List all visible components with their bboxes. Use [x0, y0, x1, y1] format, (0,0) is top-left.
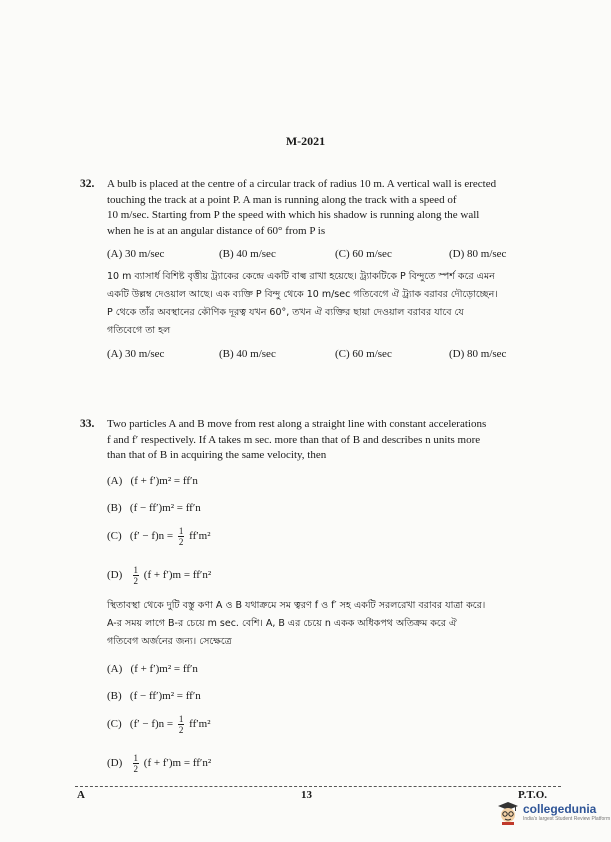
q33-bn-option-c[interactable]: [107, 714, 211, 735]
paper-code: M-2021: [285, 134, 326, 148]
q33-option-b-label: (B): [107, 502, 122, 514]
q33-line: f and f′ respectively. If A takes m sec. more than that of B and describes n units more: [107, 433, 481, 446]
fraction-half: [178, 526, 185, 547]
question-32-text-bn: [107, 268, 541, 340]
q33-bn-line: A-র সময় লাগে B-র চেয়ে m sec. বেশি। A, B এর চেয়ে n একক অধিকপথ অতিক্রম করে ঐ: [107, 618, 457, 629]
q33-option-c-right: ff′m²: [189, 530, 211, 543]
fraction-half: [178, 714, 185, 735]
q33-bn-option-c-label: (C): [107, 718, 122, 731]
q33-option-a-label: (A): [107, 475, 123, 487]
q32-option-b[interactable]: (B) 40 m/sec: [219, 248, 276, 260]
question-33-text-en: [107, 417, 541, 464]
q32-option-c[interactable]: (C) 60 m/sec: [335, 248, 392, 260]
q32-bn-line: P থেকে তাঁর অবস্থানের কৌণিক দূরত্ব যখন 60°, তখন ঐ ব্যক্তির ছায়া দেওয়াল বরাবর যাবে যে: [107, 307, 464, 318]
q33-option-a[interactable]: [107, 475, 198, 487]
q33-option-a-text: (f + f′)m² = ff′n: [130, 475, 198, 487]
q32-bn-line: গতিবেগে তা হল: [107, 325, 171, 336]
q32-line: when he is at an angular distance of 60° from P is: [107, 224, 326, 237]
page-number: 13: [301, 789, 312, 801]
q32-bn-option-d[interactable]: (D) 80 m/sec: [449, 348, 507, 360]
fraction-numerator: 1: [178, 526, 184, 536]
fraction-half: [133, 565, 140, 586]
q33-bn-option-d[interactable]: [107, 753, 211, 774]
q32-bn-option-c[interactable]: (C) 60 m/sec: [335, 348, 392, 360]
q33-bn-option-c-right: ff′m²: [189, 718, 211, 731]
q32-line: touching the track at a point P. A man is running along the track with a speed of: [107, 193, 457, 206]
q33-bn-option-b-text: (f − ff′)m² = ff′n: [129, 690, 201, 702]
question-32-number: 32.: [80, 178, 95, 190]
question-32-text-en: [107, 177, 541, 239]
q32-line: A bulb is placed at the centre of a circular track of radius 10 m. A vertical wall is erected: [107, 178, 497, 190]
q33-bn-option-c-left: (f′ − f)n =: [129, 718, 174, 731]
q33-option-c[interactable]: [107, 526, 211, 547]
q33-line: Two particles A and B move from rest along a straight line with constant accelerations: [107, 418, 487, 430]
fraction-denominator: 2: [133, 764, 139, 774]
q32-option-d[interactable]: (D) 80 m/sec: [449, 248, 507, 260]
q33-bn-option-b-label: (B): [107, 690, 122, 702]
fraction-denominator: 2: [178, 725, 184, 735]
question-33-number: 33.: [80, 418, 95, 430]
fraction-numerator: 1: [133, 565, 139, 575]
q32-line: 10 m/sec. Starting from P the speed with which his shadow is running along the wall: [107, 209, 480, 221]
q33-bn-option-a-text: (f + f′)m² = ff′n: [130, 663, 198, 675]
fraction-numerator: 1: [133, 753, 139, 763]
question-32-options-bn: [107, 348, 506, 360]
please-turn-over: P.T.O.: [518, 789, 548, 801]
fraction-denominator: 2: [133, 576, 139, 586]
fraction-numerator: 1: [178, 714, 184, 724]
q33-bn-line: স্থিতাবস্থা থেকে দুটি বস্তু কণা A ও B যথাক্রমে সম ত্বরণ f ও f′ সহ একটি সরলরেখা বরাবর যাত্রা করে।: [107, 600, 486, 611]
q33-option-b[interactable]: [107, 502, 201, 514]
q33-bn-option-a-label: (A): [107, 663, 123, 675]
q32-bn-line: 10 m ব্যাসার্ধ বিশিষ্ট বৃত্তীয় ট্র্যাকের কেন্দ্রে একটি বাল্ব রাখা হয়েছে। ট্র্যাকটিকে P বিন্দুতে স্পর্শ করে এমন: [107, 271, 495, 282]
question-33-text-bn: [107, 597, 541, 651]
q33-bn-option-b[interactable]: [107, 690, 201, 702]
q33-bn-option-d-right: (f + f′)m = ff′n²: [143, 757, 212, 770]
q33-option-d-right: (f + f′)m = ff′n²: [143, 569, 212, 582]
q33-option-c-left: (f′ − f)n =: [129, 530, 174, 543]
q32-bn-option-a[interactable]: (A) 30 m/sec: [107, 348, 165, 360]
fraction-half: [133, 753, 140, 774]
q32-bn-line: একটি উল্লম্ব দেওয়াল আছে। এক ব্যক্তি P বিন্দু থেকে 10 m/sec গতিবেগে ঐ ট্র্যাক বরাবর দৌড়োচ্ছেন।: [107, 289, 498, 300]
q33-option-d-label: (D): [107, 569, 123, 582]
fraction-denominator: 2: [178, 537, 184, 547]
q33-bn-option-a[interactable]: [107, 663, 198, 675]
q33-option-d[interactable]: [107, 565, 211, 586]
footer-set-code: A: [77, 789, 85, 801]
watermark-name: collegedunia: [523, 802, 597, 816]
q33-option-c-label: (C): [107, 530, 122, 543]
q32-bn-option-b[interactable]: (B) 40 m/sec: [219, 348, 276, 360]
q33-option-b-text: (f − ff′)m² = ff′n: [129, 502, 201, 514]
q33-bn-line: গতিবেগ অর্জনের জন্য। সেক্ষেত্রে: [107, 636, 232, 647]
q33-bn-option-d-label: (D): [107, 757, 123, 770]
watermark-tagline: India's largest Student Review Platform: [523, 816, 611, 822]
graduate-mascot-icon: [497, 801, 519, 825]
q33-line: than that of B in acquiring the same velocity, then: [107, 449, 327, 461]
question-32-options-en: [107, 248, 506, 260]
q32-option-a[interactable]: (A) 30 m/sec: [107, 248, 165, 260]
footer-divider: [75, 786, 561, 787]
collegedunia-watermark: [497, 801, 610, 825]
